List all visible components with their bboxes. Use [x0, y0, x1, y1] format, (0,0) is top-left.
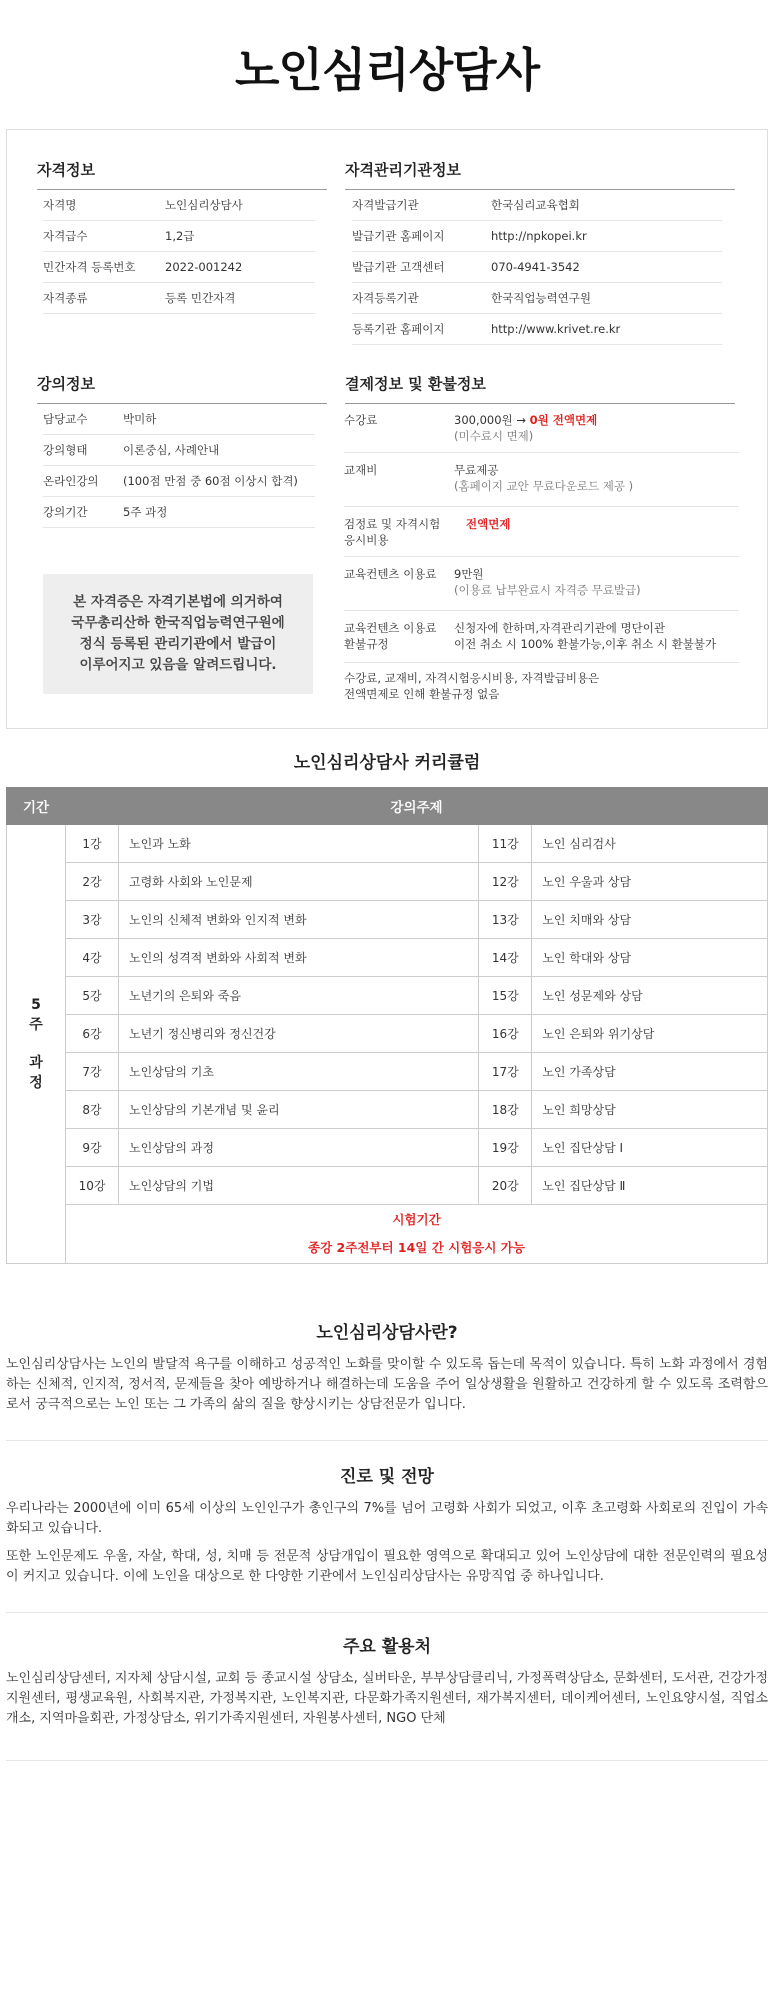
exam-title: 시험기간: [392, 1212, 441, 1227]
row-label: 수강료: [344, 413, 378, 427]
refund-summary: [344, 670, 739, 710]
cert-info-row: [43, 252, 315, 283]
lecture-info-row: [43, 404, 315, 435]
lecture-number: 19강: [479, 1129, 532, 1167]
row-value: [454, 462, 633, 494]
lecture-topic: 노인 집단상담 Ⅰ: [532, 1129, 768, 1167]
lecture-number: 16강: [479, 1015, 532, 1053]
table-row: [7, 901, 768, 939]
material-note: (홈페이지 교안 무료다운로드 제공 ): [454, 479, 634, 493]
lecture-topic: 노인상담의 과정: [119, 1129, 479, 1167]
lecture-topic: 고령화 사회와 노인문제: [119, 863, 479, 901]
notice-line: 국무총리산하 한국직업능력연구원에: [71, 615, 285, 631]
row-label: 자격명: [43, 198, 77, 212]
exam-desc: 종강 2주전부터 14일 간 시험응시 가능: [308, 1240, 525, 1255]
row-label: 등록기관 홈페이지: [352, 322, 445, 336]
lecture-topic: 노인과 노화: [119, 825, 479, 863]
row-value: 박미하: [123, 412, 157, 426]
lecture-number: 6강: [66, 1015, 119, 1053]
about-section: [6, 1318, 768, 1415]
lecture-topic: 노인상담의 기법: [119, 1167, 479, 1205]
header-topic: 강의주제: [66, 788, 768, 825]
lecture-topic: 노인 은퇴와 위기상담: [532, 1015, 768, 1053]
lecture-number: 12강: [479, 863, 532, 901]
lecture-topic: 노인의 성격적 변화와 사회적 변화: [119, 939, 479, 977]
career-title: 진로 및 전망: [340, 1467, 434, 1487]
lecture-number: 10강: [66, 1167, 119, 1205]
tuition-note: (미수료시 면제): [454, 429, 534, 443]
row-label: 교재비: [344, 463, 378, 477]
workplaces-title: 주요 활용처: [342, 1637, 432, 1657]
row-label: 교육컨텐츠 이용료: [344, 567, 437, 581]
org-info-title: 자격관리기관정보: [345, 159, 735, 190]
lecture-number: 7강: [66, 1053, 119, 1091]
lecture-number: 17강: [479, 1053, 532, 1091]
period-cell: 5 주 과 정: [7, 825, 66, 1264]
row-label: 자격등록기관: [352, 291, 419, 305]
tuition-free: 0원 전액면제: [529, 413, 598, 427]
lecture-number: 8강: [66, 1091, 119, 1129]
tuition-price: 300,000원: [454, 413, 513, 427]
lecture-topic: 노인 가족상담: [532, 1053, 768, 1091]
notice-box: [43, 574, 313, 694]
row-label: 자격종류: [43, 291, 88, 305]
material-value: 무료제공: [454, 463, 499, 477]
table-row: [7, 863, 768, 901]
divider: [6, 1612, 768, 1613]
row-value: 070-4941-3542: [491, 260, 580, 274]
cert-info-title: 자격정보: [37, 159, 327, 190]
lecture-topic: 노년기의 은퇴와 죽음: [119, 977, 479, 1015]
divider: [6, 1760, 768, 1761]
lecture-topic: 노인상담의 기초: [119, 1053, 479, 1091]
refund-row: [344, 620, 739, 663]
row-label: 담당교수: [43, 412, 88, 426]
lecture-topic: 노인 학대와 상담: [532, 939, 768, 977]
row-label: 검정료 및 자격시험 응시비용: [344, 517, 441, 547]
row-label: 발급기관 홈페이지: [352, 229, 445, 243]
registry-link[interactable]: http://www.krivet.re.kr: [491, 322, 621, 336]
payment-info-title: 결제정보 및 환불정보: [345, 373, 735, 404]
lecture-number: 15강: [479, 977, 532, 1015]
lecture-info-row: [43, 497, 315, 528]
row-value: 노인심리상담사: [165, 198, 243, 212]
tuition-row: [344, 412, 739, 453]
exam-fee-value: 전액면제: [466, 517, 511, 531]
curriculum-table: [6, 787, 768, 1264]
row-label: 발급기관 고객센터: [352, 260, 445, 274]
row-value: 5주 과정: [123, 505, 168, 519]
arrow-icon: →: [516, 413, 526, 427]
header-period: 기간: [7, 788, 66, 825]
summary-text: 수강료, 교재비, 자격시험응시비용, 자격발급비용은 전액면제로 인해 환불규정 없음: [344, 671, 600, 701]
lecture-number: 9강: [66, 1129, 119, 1167]
lecture-number: 18강: [479, 1091, 532, 1129]
lecture-info-row: [43, 435, 315, 466]
lecture-topic: 노인 심리검사: [532, 825, 768, 863]
row-value: 신청자에 한하며,자격관리기관에 명단이관 이전 취소 시 100% 환불가능,이후 취소 시 환불불가: [454, 621, 717, 651]
lecture-number: 11강: [479, 825, 532, 863]
row-value: 이론중심, 사례안내: [123, 443, 220, 457]
lecture-number: 3강: [66, 901, 119, 939]
page-title: 노인심리상담사: [234, 43, 540, 97]
workplaces-section: [6, 1632, 768, 1729]
row-value: 1,2급: [165, 229, 195, 243]
lecture-number: 4강: [66, 939, 119, 977]
exam-row: [7, 1205, 768, 1264]
lecture-topic: 노인 희망상담: [532, 1091, 768, 1129]
cert-info-row: [43, 283, 315, 314]
workplaces-text: 노인심리상담센터, 지자체 상담시설, 교회 등 종교시설 상담소, 실버타운, 부부상담클리닉, 가정폭력상담소, 문화센터, 도서관, 건강가정지원센터, 평생교육원, 사회복지관, 가정복지관, 노인복지관, 다문화가족지원센터, 재가복지센터, 데이케어센터, 노인요양시설, 직업소개소, 지역마을회관, 가정상담소, 위기가족지원센터, 자원봉사센터, NGO 단체: [6, 1671, 768, 1726]
org-info-row: [352, 283, 722, 314]
lecture-topic: 노인상담의 기본개념 및 윤리: [119, 1091, 479, 1129]
lecture-number: 5강: [66, 977, 119, 1015]
career-text: 우리나라는 2000년에 이미 65세 이상의 노인인구가 총인구의 7%를 넘어 고령화 사회가 되었고, 이후 초고령화 사회로의 진입이 가속화되고 있습니다.: [6, 1501, 768, 1536]
row-label: 온라인강의: [43, 474, 99, 488]
exam-fee-row: [344, 516, 739, 557]
row-label: 자격발급기관: [352, 198, 419, 212]
table-row: [7, 1091, 768, 1129]
table-row: [7, 939, 768, 977]
lecture-number: 13강: [479, 901, 532, 939]
org-info-row: [352, 221, 722, 252]
info-box: [6, 129, 768, 729]
row-value: [454, 566, 641, 598]
lecture-topic: 노년기 정신병리와 정신건강: [119, 1015, 479, 1053]
cert-info-row: [43, 190, 315, 221]
row-value: [454, 412, 597, 444]
lecture-number: 14강: [479, 939, 532, 977]
row-label: 자격급수: [43, 229, 88, 243]
cert-info-row: [43, 221, 315, 252]
lecture-number: 1강: [66, 825, 119, 863]
lecture-topic: 노인 치매와 상담: [532, 901, 768, 939]
content-fee-value: 9만원: [454, 567, 484, 581]
row-label: 민간자격 등록번호: [43, 260, 136, 274]
exam-period-cell: [66, 1205, 768, 1264]
curriculum-title: 노인심리상담사 커리큘럼: [293, 753, 481, 773]
lecture-topic: 노인 집단상담 Ⅱ: [532, 1167, 768, 1205]
career-text: 또한 노인문제도 우울, 자살, 학대, 성, 치매 등 전문적 상담개입이 필요한 영역으로 확대되고 있어 노인상담에 대한 전문인력의 필요성이 커지고 있습니다. 이에 노인을 대상으로 한 다양한 기관에서 노인심리상담사는 유망직업 중 하나입니다.: [6, 1549, 768, 1584]
table-row: [7, 1167, 768, 1205]
divider: [6, 1440, 768, 1441]
lecture-number: 20강: [479, 1167, 532, 1205]
lecture-topic: 노인 성문제와 상담: [532, 977, 768, 1015]
row-value: 한국심리교육협회: [491, 198, 580, 212]
org-info-row: [352, 190, 722, 221]
table-row: [7, 1015, 768, 1053]
lecture-info-title: 강의정보: [37, 373, 327, 404]
career-section: [6, 1462, 768, 1587]
homepage-link[interactable]: http://npkopei.kr: [491, 229, 587, 243]
about-title: 노인심리상담사란?: [316, 1323, 458, 1343]
lecture-topic: 노인의 신체적 변화와 인지적 변화: [119, 901, 479, 939]
notice-line: 본 자격증은 자격기본법에 의거하여: [73, 594, 283, 610]
row-value: (100점 만점 중 60점 이상시 합격): [123, 474, 298, 488]
table-row: [7, 1129, 768, 1167]
notice-line: 이루어지고 있음을 알려드립니다.: [79, 657, 277, 673]
row-value: 등록 민간자격: [165, 291, 236, 305]
org-info-row: [352, 252, 722, 283]
notice-line: 정식 등록된 관리기관에서 발급이: [79, 636, 277, 652]
table-row: [7, 977, 768, 1015]
lecture-topic: 노인 우울과 상담: [532, 863, 768, 901]
lecture-number: 2강: [66, 863, 119, 901]
org-info-row: [352, 314, 722, 345]
row-value: 한국직업능력연구원: [491, 291, 591, 305]
row-value: 2022-001242: [165, 260, 243, 274]
row-label: 강의형태: [43, 443, 88, 457]
table-row: [7, 825, 768, 863]
row-label: 교육컨텐츠 이용료 환불규정: [344, 621, 437, 651]
content-fee-note: (이용료 납부완료시 자격증 무료발급): [454, 583, 641, 597]
material-row: [344, 462, 739, 507]
content-fee-row: [344, 566, 739, 611]
about-text: 노인심리상담사는 노인의 발달적 욕구를 이해하고 성공적인 노화를 맞이할 수 있도록 돕는데 목적이 있습니다. 특히 노화 과정에서 경험하는 신체적, 인지적, 정서적, 문제들을 찾아 예방하거나 해결하는데 도움을 주어 일상생활을 원활하고 건강하게 할 수 있도록 조력함으로서 궁극적으로는 노인 또는 그 가족의 삶의 질을 향상시키는 상담전문가 입니다.: [6, 1357, 768, 1412]
lecture-info-row: [43, 466, 315, 497]
row-label: 강의기간: [43, 505, 88, 519]
table-row: [7, 1053, 768, 1091]
